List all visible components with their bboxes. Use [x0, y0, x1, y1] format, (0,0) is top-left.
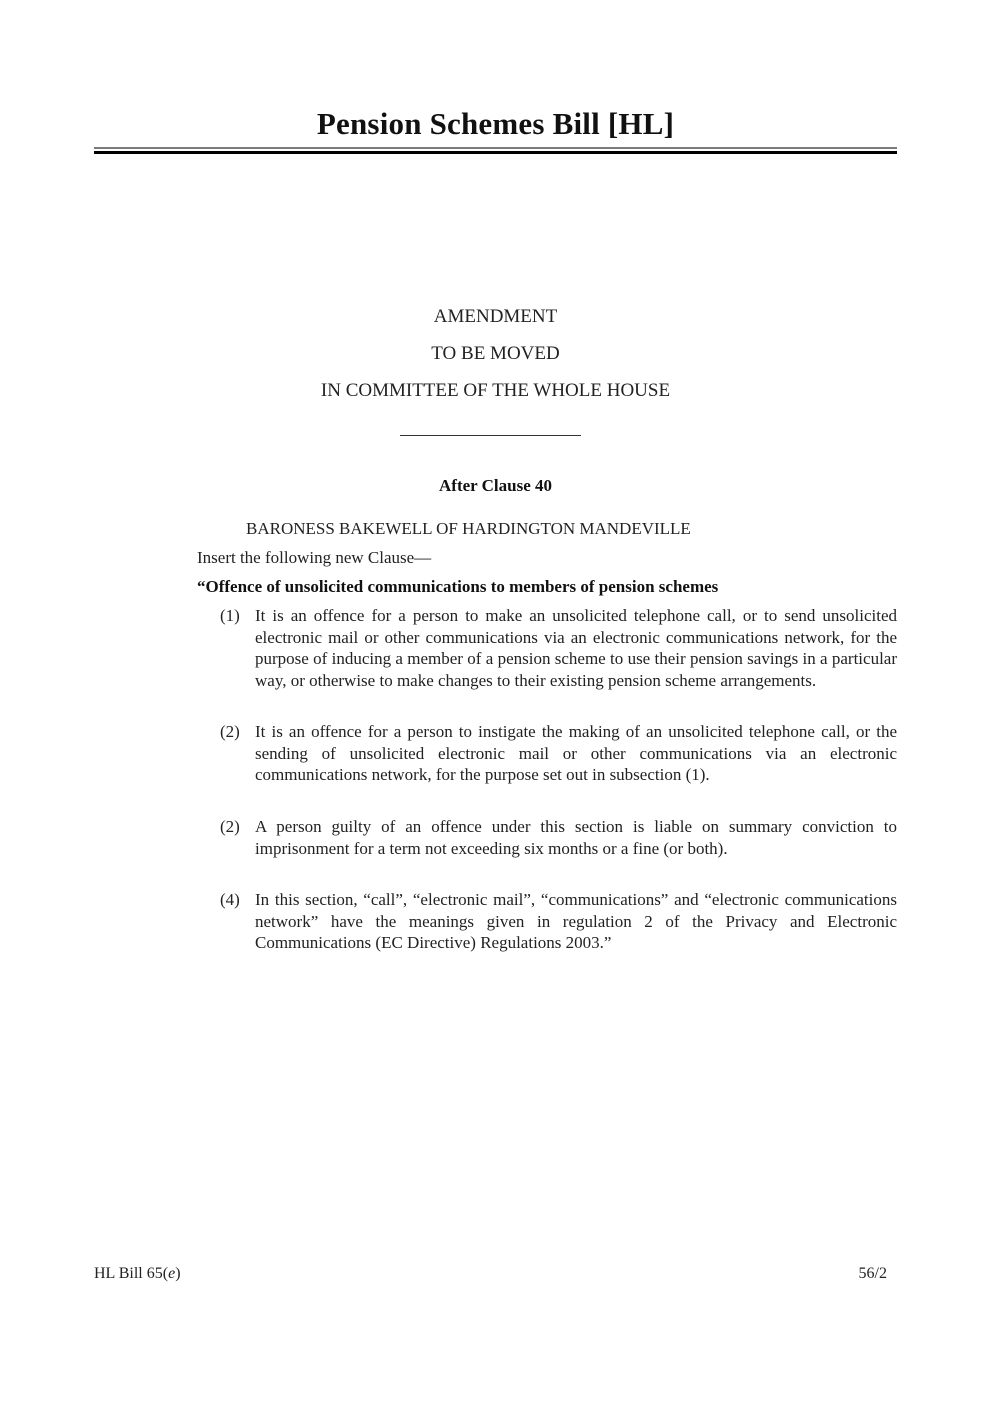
insert-instruction: Insert the following new Clause—	[197, 548, 432, 567]
bill-ref-italic: e	[168, 1265, 176, 1282]
heading-amendment: AMENDMENT	[433, 306, 558, 327]
mover-name: BARONESS BAKEWELL OF HARDINGTON MANDEVILLE	[246, 519, 691, 538]
footer-page-reference: 56/2	[858, 1265, 887, 1282]
subsection-text: It is an offence for a person to instigate the making of an unsolicited telephone call, or the sending of unsolicited electronic mail or other communications via an electronic communications network, for the purpose set out in subsection (1).	[255, 722, 897, 784]
bill-ref-suffix: )	[175, 1265, 181, 1282]
subsection-number: (2)	[220, 817, 240, 836]
section-divider	[400, 435, 581, 436]
page-title: Pension Schemes Bill [HL]	[316, 106, 675, 141]
heading-committee: IN COMMITTEE OF THE WHOLE HOUSE	[320, 380, 671, 401]
amendment-position: After Clause 40	[439, 476, 552, 495]
subsection-number: (1)	[220, 606, 240, 625]
subsection-1	[220, 605, 897, 691]
subsection-text: In this section, “call”, “electronic mail”, “communications” and “electronic communications network” have the meanings given in regulation 2 of the Privacy and Electronic Communications (EC Directive) Regulations 2003.”	[255, 890, 897, 952]
subsection-number: (4)	[220, 890, 240, 909]
footer-bill-reference	[94, 1265, 181, 1283]
subsection-2	[220, 721, 897, 786]
subsection-text: It is an offence for a person to make an unsolicited telephone call, or to send unsolicited electronic mail or other communications via an electronic communications network, for the purpose of inducing a member of a pension scheme to use their pension savings in a particular way, or otherwise to make changes to their existing pension scheme arrangements.	[255, 606, 897, 690]
subsection-text: A person guilty of an offence under this section is liable on summary conviction to imprisonment for a term not exceeding six months or a fine (or both).	[255, 817, 897, 858]
subsection-number: (2)	[220, 722, 240, 741]
subsection-4	[220, 889, 897, 954]
bill-ref-prefix: HL Bill 65(	[94, 1265, 169, 1282]
new-clause-title: “Offence of unsolicited communications to members of pension schemes	[197, 577, 719, 596]
title-rule-thin	[94, 147, 897, 149]
heading-to-be-moved: TO BE MOVED	[431, 343, 560, 364]
subsection-3	[220, 816, 897, 859]
title-rule-thick	[94, 151, 897, 154]
